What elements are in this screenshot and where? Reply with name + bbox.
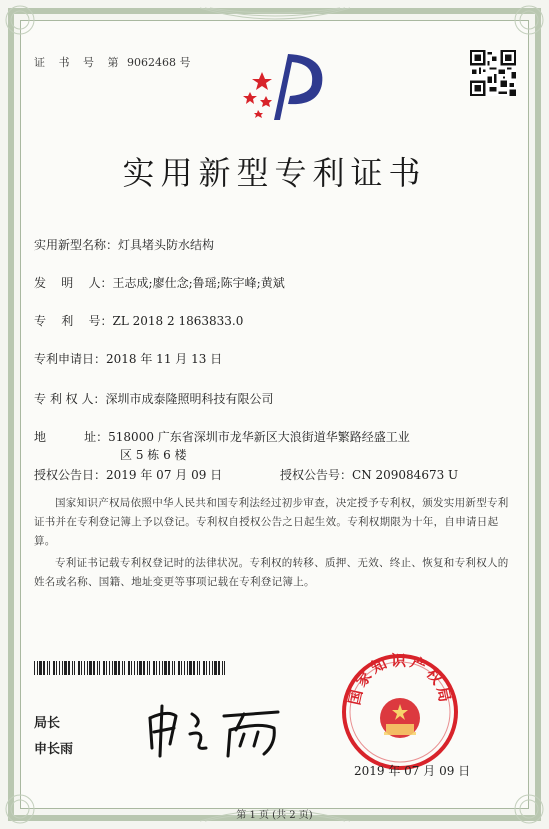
field-inventor (34, 274, 285, 291)
field-value: 518000 广东省深圳市龙华新区大浪街道华繁路经盛工业 (108, 430, 410, 444)
cnipa-logo-icon (230, 48, 330, 128)
field-grant-number (280, 466, 458, 483)
field-patentee (34, 390, 273, 407)
field-label: 发 明 人： (34, 276, 113, 290)
official-title: 局长 (34, 716, 61, 731)
field-value: 深圳市成泰隆照明科技有限公司 (105, 392, 274, 406)
certificate-number-suffix: 号 (179, 56, 191, 69)
legal-status-paragraph: 专利证书记载专利权登记时的法律状况。专利权的转移、质押、无效、终止、恢复和专利权人的姓名或名称、国籍、地址变更等事项记载在专利登记簿上。 (34, 557, 509, 588)
field-label: 实用新型名称： (34, 238, 119, 252)
field-value: 2018 年 11 月 13 日 (106, 352, 223, 366)
field-label: 授权公告日： (34, 468, 107, 482)
field-filing-date (34, 350, 222, 367)
page-number: 第 1 页 (共 2 页) (236, 810, 313, 821)
field-address (34, 428, 410, 445)
field-value: 灯具堵头防水结构 (118, 238, 215, 252)
official-seal-icon (340, 652, 460, 772)
director-signature (140, 700, 290, 760)
field-utility-model-name (34, 236, 214, 253)
issue-date: 2019 年 07 月 09 日 (354, 764, 471, 778)
barcode-icon (34, 661, 228, 675)
field-label: 地 址： (34, 430, 109, 444)
field-value: 2019 年 07 月 09 日 (106, 468, 223, 482)
certificate-number-value: 9062468 (127, 56, 176, 69)
field-value: CN 209084673 U (352, 468, 459, 482)
field-value: ZL 2018 2 1863833.0 (112, 314, 244, 328)
field-label: 专 利 权 人： (34, 392, 106, 406)
svg-text:国家知识产权局: 国家知识产权局 (345, 652, 455, 707)
field-label: 专利申请日： (34, 352, 107, 366)
field-value: 王志成;廖仕念;鲁瑶;陈宇峰;黄斌 (112, 276, 285, 290)
field-grant-date (34, 466, 222, 483)
field-label: 授权公告号： (280, 468, 353, 482)
field-patent-number (34, 312, 243, 329)
field-address-line2: 区 5 栋 6 楼 (120, 448, 187, 462)
field-label: 专 利 号： (34, 314, 113, 328)
certificate-number (34, 54, 191, 70)
official-name: 申长雨 (34, 742, 74, 757)
certificate-number-label: 证 书 号 第 (34, 56, 124, 69)
grant-statement-paragraph: 国家知识产权局依照中华人民共和国专利法经过初步审查，决定授予专利权，颁发实用新型专利证书并在专利登记簿上予以登记。专利权自授权公告之日起生效。专利权期限为十年，自申请日起算。 (34, 497, 509, 547)
qr-code-icon (470, 50, 516, 96)
page-title: 实用新型专利证书 (122, 154, 427, 192)
